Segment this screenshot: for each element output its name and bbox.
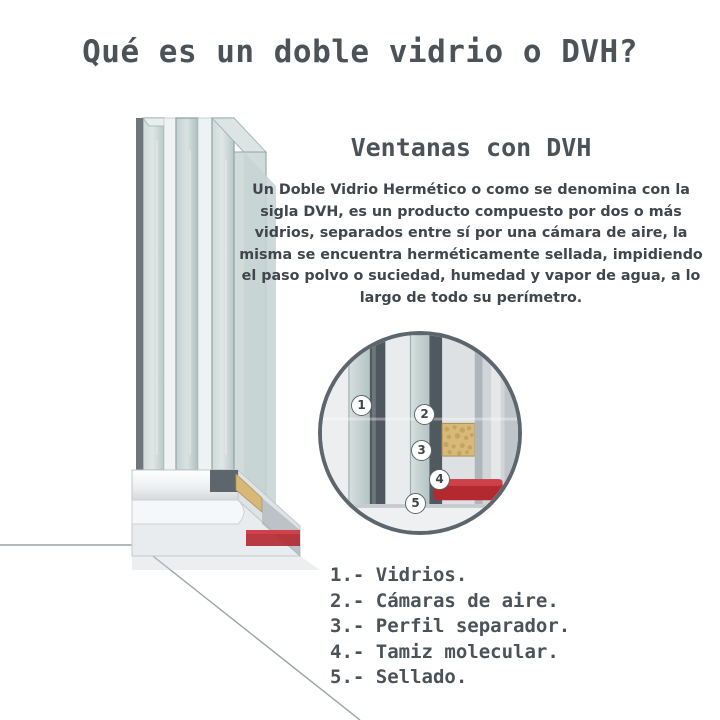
callout-badge-4: 4 — [429, 469, 450, 490]
legend-list — [330, 563, 570, 691]
sill-shadow — [132, 556, 320, 570]
legend-item: 4.- Tamiz molecular. — [330, 640, 559, 663]
glass-pane-inner — [176, 118, 198, 470]
air-chamber-outer — [164, 118, 176, 470]
legend-item: 2.- Cámaras de aire. — [330, 589, 559, 612]
legend-item: 5.- Sellado. — [330, 666, 468, 688]
callout-badge-3: 3 — [411, 440, 432, 461]
legend-item: 3.- Perfil separador. — [330, 615, 571, 637]
air-chamber-inner — [198, 118, 212, 470]
legend-item: 1.- Vidrios. — [330, 564, 468, 586]
description-paragraph: Un Doble Vidrio Hermético o como se denomina con la sigla DVH, es un producto compuesto por dos o más vidrios, separados entre sí por una cámara de aire, la misma se encuentra herméticamente sellada, impidiendo el paso polvo o suciedad, humedad y vapor de agua, a lo largo de todo su perímetro. — [239, 182, 703, 306]
callout-badge-1: 1 — [351, 395, 372, 416]
callout-badge-2: 2 — [414, 404, 435, 425]
section-subtitle: Ventanas con DVH — [350, 133, 592, 162]
callout-circle — [318, 331, 522, 535]
callout-badge-5: 5 — [405, 493, 426, 514]
page-title: Qué es un doble vidrio o DVH? — [82, 34, 638, 70]
